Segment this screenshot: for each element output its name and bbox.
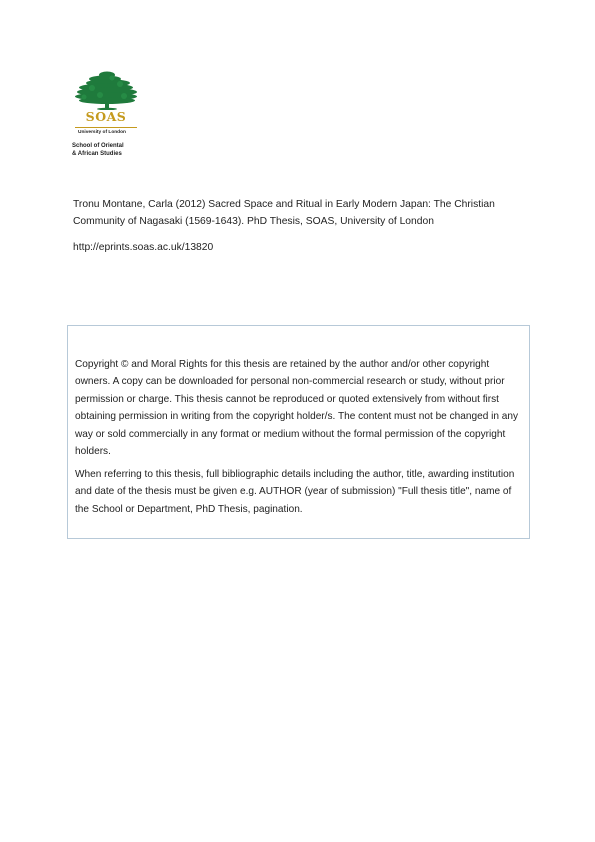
soas-wordmark: SOAS (85, 109, 127, 124)
school-line-1: School of Oriental (72, 143, 124, 149)
school-name (72, 142, 152, 158)
referencing-paragraph: When referring to this thesis, full bibliographic details including the author, title, awarding institution and date of the thesis must be given e.g. AUTHOR (year of submission) "Full thesis title", name of the School or Department, PhD Thesis, pagination. (75, 469, 515, 515)
copyright-paragraph: Copyright © and Moral Rights for this thesis are retained by the author and/or other copyright owners. A copy can be downloaded for personal non-commercial research or study, without prior permission or charge. This thesis cannot be reproduced or quoted extensively from without first obtaining permission in writing from the copyright holder/s. The content must not be changed in any way or sold commercially in any format or medium without the formal permission of the copyright holders. (75, 359, 519, 458)
citation-line-1: Tronu Montane, Carla (2012) Sacred Space and Ritual in Early Modern Japan: The Christian (73, 199, 495, 210)
soas-logo (72, 70, 142, 162)
copyright-notice-box (67, 325, 530, 539)
university-of-london-line: University of London (78, 130, 126, 135)
eprints-url[interactable]: http://eprints.soas.ac.uk/13820 (73, 242, 214, 253)
logo-divider (75, 127, 137, 128)
citation-line-2: Community of Nagasaki (1569-1643). PhD Thesis, SOAS, University of London (73, 216, 434, 227)
school-line-2: & African Studies (72, 151, 122, 157)
thesis-citation (73, 196, 533, 230)
tree-icon (72, 70, 142, 110)
